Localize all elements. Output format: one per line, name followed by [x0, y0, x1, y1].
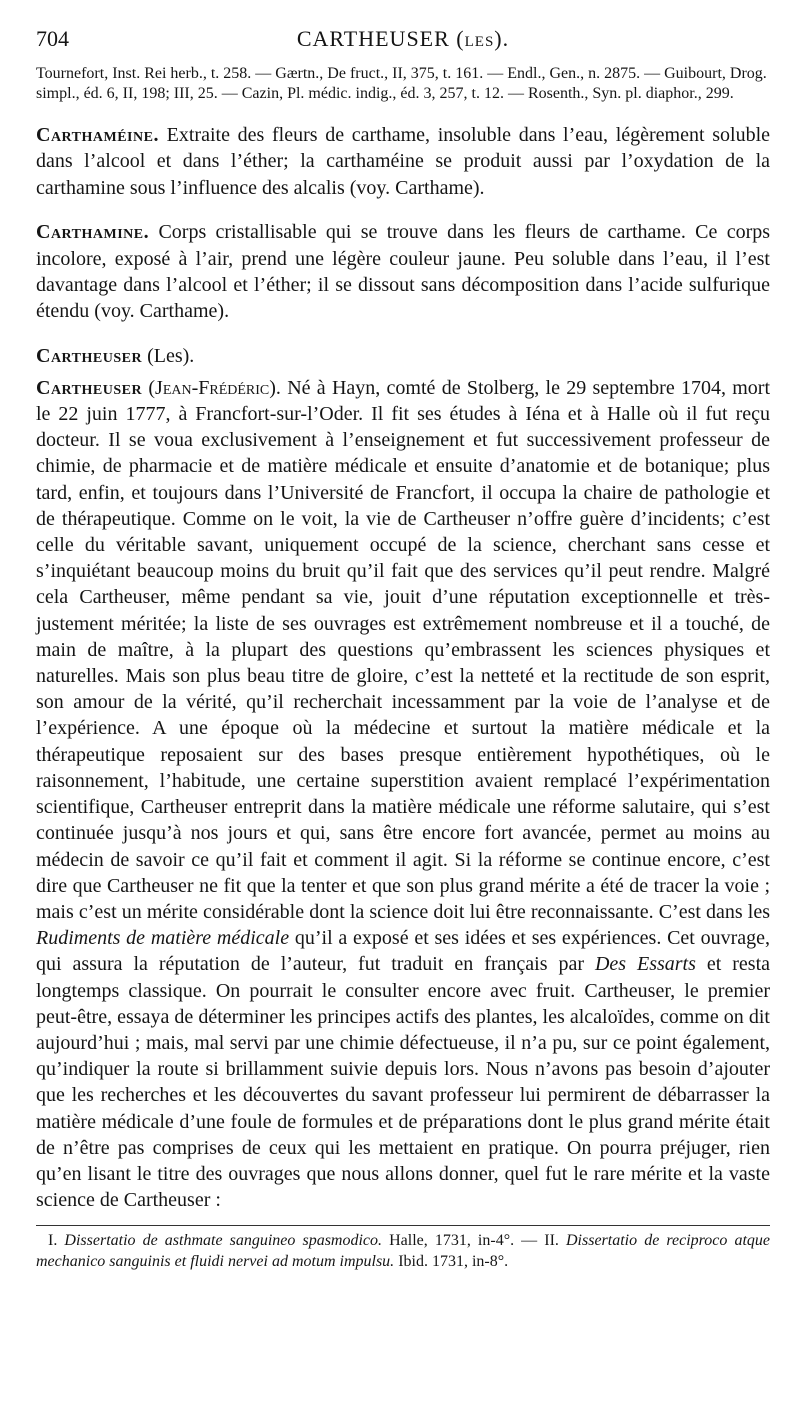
section-headword: Cartheuser	[36, 344, 143, 367]
bio-headword: Cartheuser	[36, 376, 143, 399]
entry-headword: Carthaméine.	[36, 124, 159, 146]
bio-text-part-2: qu’il a exposé et ses idées et ses expériences. Cet ouvrage, qui assura la réputation de l’auteur, fut traduit en français par	[36, 927, 771, 976]
works-list	[36, 1225, 770, 1272]
work-1-publication: Halle, 1731, in-4°. —	[389, 1232, 538, 1250]
entry-text: Extraite des fleurs de carthame, insoluble dans l’eau, légèrement soluble dans l’alcool et dans l’éther; la carthaméine se produit aussi par l’oxydation de la carthamine sous l’influence des alcalis (voy. Carthame).	[36, 124, 771, 199]
bibliographic-references	[36, 64, 770, 104]
entry-carthamine-body	[36, 219, 770, 325]
entry-carthameine	[36, 122, 770, 201]
translator-name: Des Essarts	[594, 953, 696, 976]
work-2-publication: Ibid. 1731, in-8°.	[398, 1253, 509, 1271]
entry-headword: Carthamine.	[36, 221, 150, 244]
bio-text-part-3: et resta longtemps classique. On pourrait le consulter encore avec fruit. Cartheuser, le premier peut-être, essaya de déterminer les principes actifs des plantes, les alcaloïdes, comme on dit aujourd’hui ; mais, mal servi par une chimie défectueuse, il n’a pu, sur ce point également, qu’indiquer la route si brillamment suivie depuis lors. Nous n’avons pas besoin d’ajouter que les recherches et les découvertes du savant professeur lui permirent de débarrasser la matière médicale d’une foule de formules et de préparations dont le plus grand mérite était de n’être pas comprises de ceux qui les mettaient en pratique. On pourra préjuger, rien qu’en lisant le titre des ouvrages que nous allons donner, quel fut le rare mérite et la vaste science de Cartheuser :	[36, 953, 770, 1212]
running-head-end: ).	[494, 26, 510, 51]
works-entries	[36, 1230, 770, 1272]
work-2-title: Dissertatio de reciproco atque mechanico sanguinis et fluidi nervei ad motum impulsu.	[36, 1232, 771, 1271]
work-2-number: II.	[544, 1232, 559, 1250]
work-1-number: I.	[48, 1232, 58, 1250]
page-number: 704	[36, 26, 69, 51]
biography-paragraph	[36, 375, 770, 1214]
section-heading-rest: (Les).	[147, 344, 195, 367]
section-heading	[36, 343, 770, 369]
running-head	[36, 26, 770, 52]
work-1-title: Dissertatio de asthmate sanguineo spasmodico.	[64, 1232, 383, 1250]
running-head-title: CARTHEUSER (	[296, 26, 465, 51]
book-title: Rudiments de matière médicale	[36, 927, 290, 950]
bio-full-name: (Jean-Frédéric).	[148, 376, 281, 399]
page-header	[36, 26, 770, 56]
entry-carthameine-body	[36, 122, 770, 201]
entry-carthamine	[36, 219, 770, 325]
entry-text: Corps cristallisable qui se trouve dans les fleurs de carthame. Ce corps incolore, exposé à l’air, prend une légère couleur jaune. Peu soluble dans l’eau, il l’est davantage dans l’alcool et l’éther; il se dissout sans décomposition dans l’acide sulfurique étendu (voy. Carthame).	[36, 221, 771, 323]
references-text: Tournefort, Inst. Rei herb., t. 258. — Gærtn., De fruct., II, 375, t. 161. — Endl., Gen., n. 2875. — Guibourt, Drog. simpl., éd. 6, II, 198; III, 25. — Cazin, Pl. médic. indig., éd. 3, 257, t. 12. — Rosenth., Syn. pl. diaphor., 299.	[36, 65, 767, 102]
running-head-article: les	[464, 26, 495, 51]
bio-text-part-1: Né à Hayn, comté de Stolberg, le 29 septembre 1704, mort le 22 juin 1777, à Francfort-sur-l’Oder. Il fit ses études à Iéna et à Halle où il fut reçu docteur. Il se voua exclusivement à l’enseignement et fut successivement professeur de chimie, de pharmacie et de matière médicale et ensuite d’anatomie et de botanique; plus tard, enfin, et toujours dans l’Université de Francfort, il occupa la chaire de pathologie et de thérapeutique. Comme on le voit, la vie de Cartheuser n’offre guère d’incidents; c’est celle du véritable savant, uniquement occupé de la science, cherchant sans cesse et s’inquiétant beaucoup moins du bruit qu’il fait que des services qu’il peut rendre. Malgré cela Cartheuser, même pendant sa vie, jouit d’une réputation exceptionnelle et très-justement méritée; la liste de ses ouvrages est extrêmement nombreuse et il a touché, de main de maître, à la plupart des questions qu’embrassent les sciences physiques et naturelles. Mais son plus beau titre de gloire, c’est la netteté et la rectitude de son esprit, son amour de la vérité, qu’il recherchait incessamment par la voie de l’analyse et de l’expérience. A une époque où la médecine et surtout la matière médicale et la thérapeutique reposaient sur des bases presque entièrement hypothétiques, où le raisonnement, l’habitude, une certaine superstition avaient remplacé l’expérimentation scientifique, Cartheuser entreprit dans la matière médicale une réforme salutaire, qui s’est continuée jusqu’à nos jours et qui, sans être encore fort avancée, permet au moins au médecin de savoir ce qu’il fait et comment il agit. Si la réforme se continue encore, c’est dire que Cartheuser ne fit que la tenter et que son plus grand mérite a été de tracer la voie ; mais c’est un mérite considérable dont la science doit lui être reconnaissante. C’est dans les	[36, 376, 771, 923]
